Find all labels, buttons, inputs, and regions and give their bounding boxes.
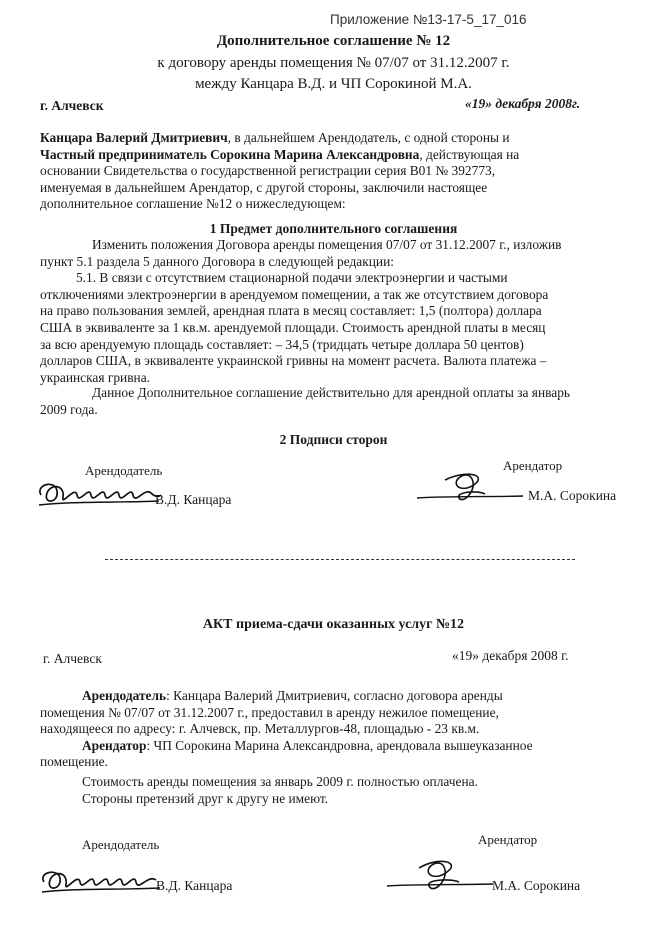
section-2-title: 2 Подписи сторон xyxy=(279,432,388,447)
act-tenant-term: Арендатор xyxy=(82,737,147,753)
tenant-signature-1 xyxy=(415,470,525,510)
section-1-body: Изменить положения Договора аренды помещения 07/07 от 31.12.2007 г., изложив пункт 5.1 раздела 5 данного Договора в следующей редакции: 5.1. В связи с отсутствием стационарной подачи электроэнергии и частыми отключениями электроэнергии в арендуемом помещении, а так же отсутствием договора на право пользования землей, арендная плата в месяц составляет: 1,5 (полтора) доллара США в эквиваленте за 1 кв.м. арендуемой площади. Стоимость арендной платы в месяц за всю арендуемую площадь составляет: – 34,5 (тридцать четыре доллара 50 центов) долларов США, в эквиваленте украинской гривны на момент расчета. Валюта платежа – украинская гривна. xyxy=(40,237,562,385)
agreement-subtitle-contract: к договору аренды помещения № 07/07 от 31.12.2007 г. xyxy=(157,55,510,71)
agreement-date: «19» декабря 2008г. xyxy=(465,96,581,111)
agreement-tenant-signature-name: М.А. Сорокина xyxy=(528,488,617,503)
tenant-name: Частный предприниматель Сорокина Марина Александровна xyxy=(40,146,420,162)
act-paragraph-2: Стоимость аренды помещения за январь 2009 г. полностью оплачена. Стороны претензий друг к другу не имеют. xyxy=(82,774,478,806)
agreement-subtitle-parties: между Канцара В.Д. и ЧП Сорокиной М.А. xyxy=(195,76,472,92)
act-city: г. Алчевск xyxy=(43,651,102,666)
act-lessor-label: Арендодатель xyxy=(82,837,160,852)
agreement-tenant-label: Арендатор xyxy=(503,458,563,473)
lessor-signature-2 xyxy=(38,864,163,900)
act-tenant-signature-name: М.А. Сорокина xyxy=(492,878,581,893)
section-1-title: 1 Предмет дополнительного соглашения xyxy=(209,221,458,236)
section-divider xyxy=(105,559,575,560)
agreement-city: г. Алчевск xyxy=(40,98,104,113)
act-paragraph-1: Арендодатель: Канцара Валерий Дмитриевич, согласно договора аренды помещения № 07/07 от 31.12.2007 г., предоставил в аренду нежилое помещение, находящееся по адресу: г. Алчевск, пр. Металлургов-48, площадью - 23 кв.м. Арендатор: ЧП Сорокина Марина Александровна, арендовала вышеуказанное помещение. xyxy=(40,688,533,770)
agreement-lessor-label: Арендодатель xyxy=(85,463,163,478)
appendix-number: Приложение №13-17-5_17_016 xyxy=(330,12,527,27)
agreement-title: Дополнительное соглашение № 12 xyxy=(216,33,451,49)
lessor-name: Канцара Валерий Дмитриевич xyxy=(40,130,228,145)
act-title: АКТ приема-сдачи оказанных услуг №12 xyxy=(202,617,465,632)
lessor-signature-1 xyxy=(35,475,165,515)
act-lessor-term: Арендодатель xyxy=(82,688,167,703)
validity-paragraph: Данное Дополнительное соглашение действительно для арендной оплаты за январь 2009 года. xyxy=(40,385,571,417)
tenant-signature-2 xyxy=(385,856,495,898)
act-lessor-signature-name: В.Д. Канцара xyxy=(156,878,233,893)
act-tenant-label: Арендатор xyxy=(478,832,538,847)
act-date: «19» декабря 2008 г. xyxy=(452,648,569,663)
agreement-intro: Канцара Валерий Дмитриевич, в дальнейшем Арендодатель, с одной стороны и Частный предприниматель Сорокина Марина Александровна, действующая на основании Свидетельства о государственной регистрации серия В01 № 392773, именуемая в дальнейшем Арендатор, с другой стороны, заключили настоящее дополнительное соглашение №12 о нижеследующем: xyxy=(40,130,520,212)
agreement-lessor-signature-name: В.Д. Канцара xyxy=(155,492,232,507)
